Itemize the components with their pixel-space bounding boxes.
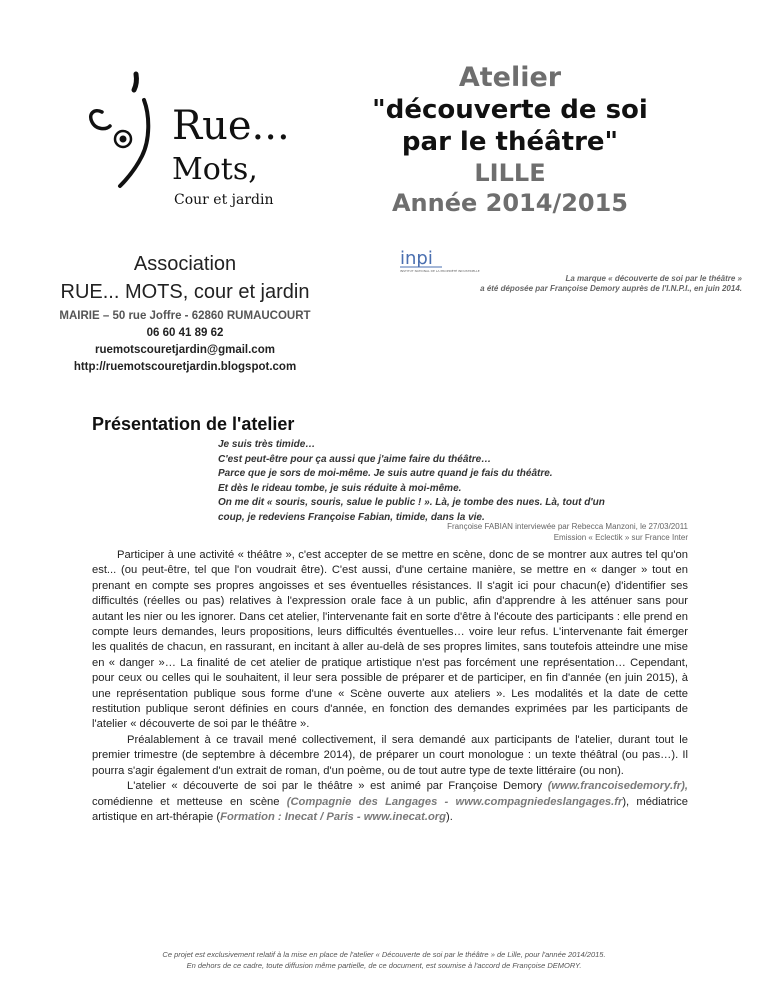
association-contact — [20, 308, 350, 376]
logo-text-cour-jardin: Cour et jardin — [174, 192, 274, 208]
company-link[interactable]: (Compagnie des Langages - www.compagniedeslangages.fr — [286, 795, 623, 808]
section-title: Présentation de l'atelier — [92, 414, 295, 434]
inpi-logo-subtext: INSTITUT NATIONAL DE LA PROPRIÉTÉ INDUSTRIELLE — [400, 269, 480, 273]
quote-line: Parce que je sors de moi-même. Je suis autre quand je fais du théâtre. — [218, 468, 553, 479]
association-name: RUE... MOTS, cour et jardin — [60, 281, 310, 303]
body-paragraph: Préalablement à ce travail mené collectivement, il sera demandé aux participants de l'atelier, durant tout le premier trimestre (de septembre à décembre 2014), de préparer un court monologue : un texte théâtral (ou pas…). Il pourra s'agir également d'un extrait de roman, d'un poème, ou de tout autre type de texte littéraire (ou non). — [92, 733, 688, 777]
body-paragraph: Participer à une activité « théâtre », c'est accepter de se mettre en scène, donc de se montrer aux autres tel qu'on est... (ou peut-être, tel que l'on voudrait être). C'est aussi, d'une certaine manière, se mettre en « danger » tout en prenant en compte ses propres angoisses et ses éventuelles résistances. Il s'agit ici pour chacun(e) d'identifier ses difficultés (réelles ou pas) relatives à l'expression orale face à un public, afin d'apprendre à les atténuer sans pour autant les nier ou les ignorer. Dans cet atelier, l'intervenante fait en sorte d'être à l'écoute des participants : elle prend en compte leurs demandes, leurs propositions, leurs difficultés éventuelles… voire leur refus. L'intervenante fait émerger les qualités de chacun, en rassurant, en incitant à aller au-delà de ses propres limites, sans toutefois atteindre une mise en « danger »… La finalité de cet atelier de pratique artistique n'est pas forcément une représentation… Cependant, pour ceux ou celles qui le souhaitent, il leur sera possible de préparer et de participer, en fin d'année (en juin 2015), à une représentation publique sous forme d'une « Scène ouverte aux ateliers ». Les modalités et la date de cette restitution publique seront définies en cours d'année, en fonction des demandes exprimées par les participants de l'atelier « découverte de soi par le théâtre ». — [92, 549, 688, 731]
title-city: LILLE — [474, 159, 546, 187]
quote-line: Et dès le rideau tombe, je suis réduite à moi-même. — [218, 482, 462, 494]
title-line-decouverte: "découverte de soi — [372, 95, 648, 125]
inpi-logo-text: inpi — [400, 248, 433, 269]
title-year: Année 2014/2015 — [391, 189, 628, 217]
association-heading — [20, 250, 350, 306]
page-title — [340, 62, 680, 218]
quote-line: C'est peut-être pour ça aussi que j'aime faire du théâtre… — [218, 453, 492, 465]
training-link[interactable]: Formation : Inecat / Paris - www.inecat.org — [220, 810, 446, 823]
association-label: Association — [133, 253, 237, 275]
quote-line: Je suis très timide… — [218, 439, 316, 450]
trademark-notice: La marque « découverte de soi par le théâtre » a été déposée par Françoise Demory auprès de l'I.N.P.I., en juin 2014. — [480, 274, 742, 293]
association-website[interactable]: http://ruemotscouretjardin.blogspot.com — [73, 361, 297, 373]
website-link[interactable]: (www.francoisedemory.fr), — [547, 780, 688, 793]
association-address: MAIRIE – 50 rue Joffre - 62860 RUMAUCOURT — [59, 310, 311, 322]
footer-note: Ce projet est exclusivement relatif à la mise en place de l'atelier « Découverte de soi par le théâtre » de Lille, pour l'année 2014/2015. En dehors de ce cadre, toute diffusion même partielle, de ce document, est soumise à l'accord de Françoise DEMORY. — [162, 950, 606, 970]
logo-text-mots: Mots, — [172, 152, 258, 187]
logo-text-rue: Rue... — [172, 103, 290, 149]
body-paragraph: L'atelier « découverte de soi par le théâtre » est animé par Françoise Demory (www.francoisedemory.fr), comédienne et metteuse en scène (Compagnie des Langages - www.compagniedeslangages.fr), médiatrice artistique en art-thérapie (Formation : Inecat / Paris - www.inecat.org). — [92, 780, 688, 823]
body-text — [92, 548, 688, 825]
quote-line: coup, je redeviens Françoise Fabian, timide, dans la vie. — [218, 511, 485, 523]
quote-block — [218, 438, 688, 525]
quote-credit: Françoise FABIAN interviewée par Rebecca Manzoni, le 27/03/2011 Emission « Eclectik » sur France Inter — [447, 522, 688, 542]
title-line-atelier: Atelier — [458, 62, 562, 93]
quote-line: On me dit « souris, souris, salue le public ! ». Là, je tombe des nues. Là, tout d'un — [218, 497, 605, 508]
title-line-theatre: par le théâtre" — [401, 127, 619, 157]
association-email[interactable]: ruemotscouretjardin@gmail.com — [95, 344, 275, 356]
inpi-logo-icon — [398, 247, 480, 275]
association-phone: 06 60 41 89 62 — [146, 327, 224, 339]
